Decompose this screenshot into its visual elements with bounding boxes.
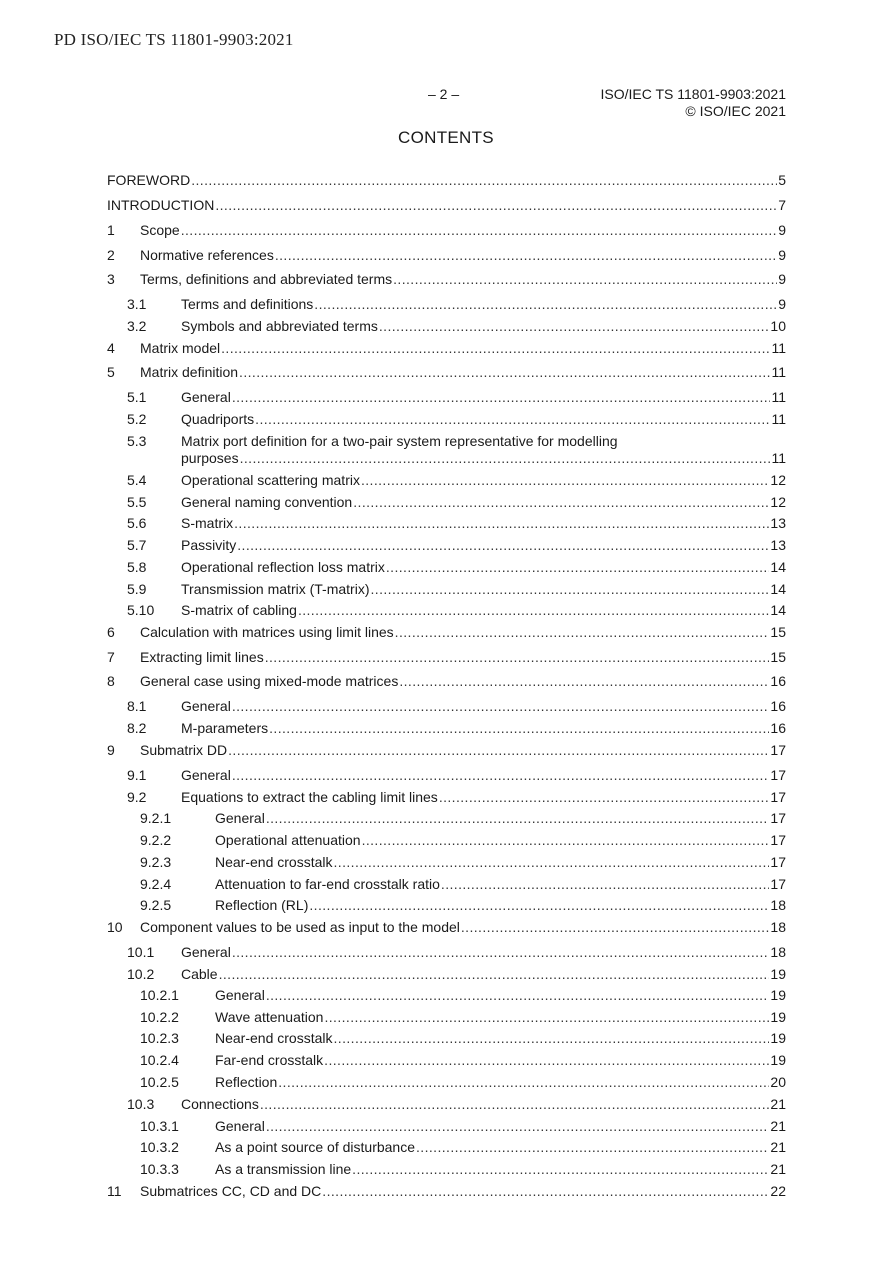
toc-leader-dots xyxy=(386,559,770,576)
toc-entry-title: Reflection xyxy=(215,1074,278,1090)
toc-entry-page: 11 xyxy=(771,340,786,356)
toc-entry-number: 5 xyxy=(107,364,115,380)
toc-entry-title: General xyxy=(181,767,231,783)
toc-leader-dots xyxy=(219,966,770,983)
toc-entry-page: 21 xyxy=(770,1118,786,1134)
toc-entry-title: Extracting limit lines xyxy=(140,649,264,665)
toc-entry-title: Operational reflection loss matrix xyxy=(181,559,385,575)
toc-leader-dots xyxy=(181,222,778,239)
toc-leader-dots xyxy=(278,1074,769,1091)
toc-entry-title: Calculation with matrices using limit lines xyxy=(140,624,394,640)
toc-entry-page: 21 xyxy=(770,1161,786,1177)
toc-entry-number: 4 xyxy=(107,340,115,356)
toc-entry-number: 5.9 xyxy=(127,581,147,597)
toc-entry-title: Submatrix DD xyxy=(140,742,228,758)
toc-entry-number: 3 xyxy=(107,271,115,287)
toc-entry-title: S-matrix xyxy=(181,515,234,531)
toc-entry-title: Scope xyxy=(140,222,180,238)
toc-entry-page: 15 xyxy=(770,624,786,640)
toc-entry-page: 14 xyxy=(770,559,786,575)
toc-entry-number: 10.3.3 xyxy=(140,1161,179,1177)
toc-entry-title: Near-end crosstalk xyxy=(215,1030,333,1046)
toc-entry-page: 9 xyxy=(778,247,786,263)
toc-entry-title: General naming convention xyxy=(181,494,353,510)
toc-entry-number: 9.2.5 xyxy=(140,897,172,913)
toc-entry-title: Equations to extract the cabling limit lines xyxy=(181,789,438,805)
toc-leader-dots xyxy=(362,832,770,849)
toc-entry-title: Matrix port definition for a two-pair system representative for modelling xyxy=(181,433,618,449)
toc-leader-dots xyxy=(240,450,771,467)
toc-entry-title: As a point source of disturbance xyxy=(215,1139,416,1155)
toc-entry-page: 17 xyxy=(770,876,786,892)
toc-entry-title: Symbols and abbreviated terms xyxy=(181,318,378,334)
toc-entry-number: 10.2.5 xyxy=(140,1074,179,1090)
toc-leader-dots xyxy=(439,789,770,806)
toc-entry-page: 20 xyxy=(770,1074,786,1090)
toc-entry-page: 17 xyxy=(770,742,786,758)
toc-entry-page: 18 xyxy=(770,897,786,913)
toc-leader-dots xyxy=(265,649,770,666)
toc-leader-dots xyxy=(239,364,770,381)
toc-leader-dots xyxy=(228,742,769,759)
toc-leader-dots xyxy=(234,515,769,532)
toc-entry-page: 13 xyxy=(770,537,786,553)
toc-entry-title: General xyxy=(181,698,231,714)
toc-entry-page: 10 xyxy=(770,318,786,334)
toc-leader-dots xyxy=(298,602,769,619)
toc-leader-dots xyxy=(266,987,770,1004)
toc-entry-page: 17 xyxy=(770,789,786,805)
toc-entry-page: 17 xyxy=(770,832,786,848)
toc-entry-number: 10.2 xyxy=(127,966,155,982)
toc-entry-page: 14 xyxy=(770,581,786,597)
toc-entry-page: 19 xyxy=(770,987,786,1003)
toc-leader-dots xyxy=(191,172,777,189)
toc-leader-dots xyxy=(361,472,769,489)
toc-entry-page: 12 xyxy=(770,472,786,488)
toc-leader-dots xyxy=(232,389,771,406)
toc-leader-dots xyxy=(237,537,769,554)
toc-entry-title: General xyxy=(181,944,231,960)
toc-entry-page: 11 xyxy=(771,411,786,427)
toc-entry-number: 9 xyxy=(107,742,115,758)
toc-entry-page: 16 xyxy=(770,720,786,736)
toc-entry-number: 10.2.3 xyxy=(140,1030,179,1046)
toc-entry-title: Attenuation to far-end crosstalk ratio xyxy=(215,876,440,892)
toc-entry-title: Passivity xyxy=(181,537,237,553)
toc-entry-number: 9.2.3 xyxy=(140,854,172,870)
toc-entry-number: 6 xyxy=(107,624,115,640)
toc-entry-page: 11 xyxy=(771,450,786,466)
toc-entry-page: 21 xyxy=(770,1096,786,1112)
toc-entry-page: 17 xyxy=(770,854,786,870)
toc-entry-title: Cable xyxy=(181,966,218,982)
toc-entry-title: Wave attenuation xyxy=(215,1009,324,1025)
toc-entry-title: FOREWORD xyxy=(107,172,191,188)
toc-entry-title: INTRODUCTION xyxy=(107,197,215,213)
header-standard-id: ISO/IEC TS 11801-9903:2021 xyxy=(600,86,786,102)
toc-leader-dots xyxy=(352,1161,769,1178)
toc-entry-number: 5.4 xyxy=(127,472,147,488)
toc-entry-page: 19 xyxy=(770,1052,786,1068)
toc-entry-page: 18 xyxy=(770,944,786,960)
toc-entry-number: 8 xyxy=(107,673,115,689)
toc-entry-number: 3.1 xyxy=(127,296,147,312)
toc-leader-dots xyxy=(334,1030,770,1047)
toc-entry-number: 11 xyxy=(107,1183,122,1199)
toc-entry-number: 10.2.2 xyxy=(140,1009,179,1025)
toc-entry-title: Matrix definition xyxy=(140,364,239,380)
toc-leader-dots xyxy=(461,919,770,936)
toc-entry-number: 9.2.1 xyxy=(140,810,172,826)
toc-entry-title: General xyxy=(215,1118,265,1134)
toc-entry-page: 15 xyxy=(770,649,786,665)
toc-leader-dots xyxy=(255,411,770,428)
contents-title: CONTENTS xyxy=(398,128,494,147)
toc-entry-title: General xyxy=(215,987,265,1003)
page-number: – 2 – xyxy=(428,86,460,102)
toc-entry-page: 22 xyxy=(770,1183,786,1199)
toc-leader-dots xyxy=(393,271,777,288)
toc-entry-number: 5.10 xyxy=(127,602,155,618)
toc-entry-number: 8.2 xyxy=(127,720,147,736)
toc-entry-number: 9.2.4 xyxy=(140,876,172,892)
toc-entry-number: 9.1 xyxy=(127,767,147,783)
toc-entry-title: Submatrices CC, CD and DC xyxy=(140,1183,322,1199)
toc-entry-number: 10.3 xyxy=(127,1096,155,1112)
toc-leader-dots xyxy=(221,340,770,357)
toc-entry-title: Connections xyxy=(181,1096,259,1112)
toc-leader-dots xyxy=(371,581,770,598)
toc-entry-number: 2 xyxy=(107,247,115,263)
toc-entry-page: 9 xyxy=(778,271,786,287)
toc-entry-number: 5.2 xyxy=(127,411,147,427)
toc-entry-title: Near-end crosstalk xyxy=(215,854,333,870)
toc-entry-page: 17 xyxy=(770,767,786,783)
toc-leader-dots xyxy=(441,876,770,893)
toc-entry-title: Normative references xyxy=(140,247,274,263)
toc-leader-dots xyxy=(269,720,769,737)
toc-leader-dots xyxy=(232,767,770,784)
toc-entry-title: Matrix model xyxy=(140,340,221,356)
toc-leader-dots xyxy=(314,296,777,313)
toc-entry-title: Transmission matrix (T-matrix) xyxy=(181,581,370,597)
toc-leader-dots xyxy=(324,1009,769,1026)
toc-leader-dots xyxy=(353,494,769,511)
toc-entry-title: General xyxy=(181,389,231,405)
toc-entry-title: M-parameters xyxy=(181,720,269,736)
toc-entry-title: Component values to be used as input to the model xyxy=(140,919,460,935)
toc-entry-title: Reflection (RL) xyxy=(215,897,309,913)
toc-entry-page: 16 xyxy=(770,673,786,689)
toc-entry-page: 16 xyxy=(770,698,786,714)
toc-entry-title: Far-end crosstalk xyxy=(215,1052,324,1068)
toc-leader-dots xyxy=(309,897,769,914)
toc-leader-dots xyxy=(324,1052,769,1069)
toc-entry-title: Quadriports xyxy=(181,411,255,427)
toc-entry-number: 5.8 xyxy=(127,559,147,575)
toc-leader-dots xyxy=(215,197,777,214)
toc-leader-dots xyxy=(416,1139,769,1156)
toc-entry-page: 13 xyxy=(770,515,786,531)
toc-entry-page: 7 xyxy=(778,197,786,213)
toc-entry-page: 19 xyxy=(770,966,786,982)
toc-entry-number: 5.1 xyxy=(127,389,147,405)
toc-entry-number: 10.3.1 xyxy=(140,1118,179,1134)
toc-entry-number: 8.1 xyxy=(127,698,147,714)
toc-entry-title: S-matrix of cabling xyxy=(181,602,297,618)
toc-entry-page: 11 xyxy=(771,364,786,380)
toc-leader-dots xyxy=(232,944,770,961)
toc-entry-title: General case using mixed-mode matrices xyxy=(140,673,399,689)
toc-entry-page: 19 xyxy=(770,1009,786,1025)
toc-entry-number: 10.2.1 xyxy=(140,987,179,1003)
toc-entry-title: Operational scattering matrix xyxy=(181,472,360,488)
toc-entry-number: 5.5 xyxy=(127,494,147,510)
toc-entry-number: 10.1 xyxy=(127,944,155,960)
header-copyright: © ISO/IEC 2021 xyxy=(685,103,786,119)
toc-entry-page: 14 xyxy=(770,602,786,618)
toc-entry-page: 5 xyxy=(778,172,786,188)
toc-entry-number: 10 xyxy=(107,919,123,935)
toc-leader-dots xyxy=(260,1096,770,1113)
toc-entry-number: 3.2 xyxy=(127,318,147,334)
toc-entry-number: 1 xyxy=(107,222,115,238)
toc-entry-page: 11 xyxy=(771,389,786,405)
toc-leader-dots xyxy=(266,810,770,827)
toc-leader-dots xyxy=(275,247,777,264)
toc-entry-number: 5.6 xyxy=(127,515,147,531)
toc-entry-title: General xyxy=(215,810,265,826)
toc-entry-number: 7 xyxy=(107,649,115,665)
toc-entry-number: 5.7 xyxy=(127,537,147,553)
toc-entry-number: 9.2.2 xyxy=(140,832,172,848)
toc-entry-number: 5.3 xyxy=(127,433,147,449)
toc-leader-dots xyxy=(232,698,770,715)
toc-leader-dots xyxy=(334,854,770,871)
toc-entry-number: 10.3.2 xyxy=(140,1139,179,1155)
toc-entry-title: Operational attenuation xyxy=(215,832,361,848)
toc-entry-title: Terms and definitions xyxy=(181,296,314,312)
toc-entry-title: Terms, definitions and abbreviated terms xyxy=(140,271,393,287)
page-header-right xyxy=(601,86,787,120)
toc-leader-dots xyxy=(399,673,769,690)
toc-entry-number: 10.2.4 xyxy=(140,1052,179,1068)
toc-entry-page: 9 xyxy=(778,222,786,238)
toc-leader-dots xyxy=(266,1118,770,1135)
toc-entry-page: 21 xyxy=(770,1139,786,1155)
document-id: PD ISO/IEC TS 11801-9903:2021 xyxy=(54,30,294,49)
toc-entry-page: 12 xyxy=(770,494,786,510)
toc-entry-number: 9.2 xyxy=(127,789,147,805)
toc-leader-dots xyxy=(379,318,770,335)
toc-entry-page: 18 xyxy=(770,919,786,935)
toc-entry-title: As a transmission line xyxy=(215,1161,352,1177)
toc-leader-dots xyxy=(395,624,770,641)
toc-entry-page: 19 xyxy=(770,1030,786,1046)
toc-entry-page: 9 xyxy=(778,296,786,312)
toc-entry-page: 17 xyxy=(770,810,786,826)
toc-entry-title-continued: purposes xyxy=(181,450,239,466)
toc-leader-dots xyxy=(322,1183,769,1200)
